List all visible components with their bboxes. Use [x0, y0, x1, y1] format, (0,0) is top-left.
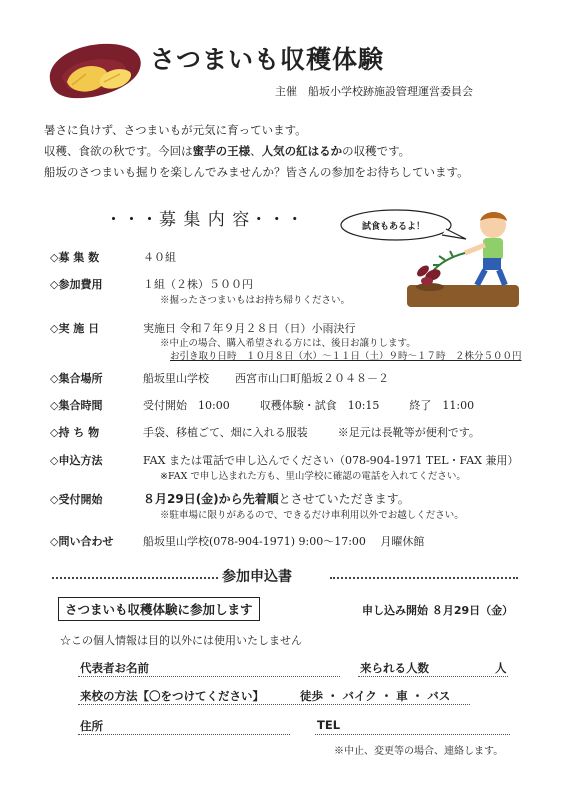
sweet-potato-illustration	[42, 30, 147, 109]
items-text: 手袋、移植ごて、畑に入れる服装	[143, 426, 308, 439]
place-value-1: 船坂里山学校	[143, 372, 209, 385]
people-field[interactable]	[358, 676, 508, 677]
items-value	[143, 424, 480, 440]
start-value	[143, 490, 410, 507]
items-label: ◇持 ち 物	[50, 426, 100, 439]
apply-value: FAX または電話で申し込んでください（078-904-1971 TEL・FAX 兼用）	[143, 454, 519, 467]
intro-highlight-2: 人気の紅はるか	[261, 144, 343, 158]
people-label: 来られる人数	[360, 661, 429, 675]
intro-text	[44, 120, 469, 183]
method-label: 来校の方法【〇をつけてください】	[80, 689, 264, 703]
capacity-value: ４０組	[143, 251, 176, 264]
bubble-text: 試食もあるよ！	[362, 222, 426, 232]
tel-label: TEL	[317, 718, 341, 732]
organizer: 主催 船坂小学校跡施設管理運営委員会	[275, 85, 473, 98]
place-label: ◇集合場所	[50, 372, 103, 385]
time-value	[143, 397, 474, 413]
intro-sep: 、	[250, 144, 262, 158]
start-value-rest: とさせていただきます。	[278, 492, 410, 506]
fee-label: ◇参加費用	[50, 278, 103, 291]
time-label: ◇集合時間	[50, 399, 103, 412]
capacity-label: ◇募 集 数	[50, 251, 100, 264]
date-note-2: お引き取り日時 １０月８日（水）～１１日（土）９時～１７時 ２株分５００円	[170, 351, 522, 362]
form-divider-right	[330, 577, 518, 579]
method-underline	[78, 704, 470, 705]
form-title: 参加申込書	[222, 569, 292, 585]
form-start-date: 申し込み開始 ８月29日（金）	[362, 604, 514, 617]
people-unit: 人	[495, 661, 507, 675]
privacy-notice: ☆この個人情報は目的以外には使用いたしません	[60, 634, 302, 647]
date-value: 実施日 令和７年９月２８日（日）小雨決行	[143, 322, 356, 335]
contact-value: 船坂里山学校(078-904-1971) 9:00～17:00 月曜休館	[143, 535, 425, 548]
apply-note: ※FAX で申し込まれた方も、里山学校に確認の電話を入れてください。	[160, 471, 466, 482]
place-value	[143, 370, 389, 386]
date-note-1: ※中止の場合、購入希望される方には、後日お譲りします。	[160, 338, 416, 349]
contact-label: ◇問い合わせ	[50, 535, 114, 548]
address-label: 住所	[80, 719, 103, 733]
start-value-bold: ８月29日(金)から先着順	[143, 492, 279, 506]
intro-line-2-pre: 収穫、食欲の秋です。今回は	[44, 144, 193, 158]
method-options[interactable]: 徒歩 ・ バイク ・ 車 ・ バス	[300, 689, 451, 703]
page-title: さつまいも収穫体験	[150, 45, 385, 74]
tel-field[interactable]	[315, 734, 510, 735]
date-label: ◇実 施 日	[50, 322, 100, 335]
time-harvest: 収穫体験・試食 10:15	[259, 399, 380, 412]
participation-box: さつまいも収穫体験に参加します	[58, 597, 260, 621]
place-value-2: 西宮市山口町船坂２０４８－２	[235, 372, 389, 385]
intro-line-1: 暑さに負けず、さつまいもが元気に育っています。	[44, 123, 307, 137]
start-note: ※駐車場に限りがあるので、できるだけ車利用以外でお越しください。	[160, 510, 464, 521]
time-reception: 受付開始 10:00	[143, 399, 230, 412]
intro-highlight-1: 蜜芋の王様	[192, 144, 251, 158]
child-harvesting-illustration	[405, 205, 525, 314]
fee-value: １組（２株）５００円	[143, 278, 253, 291]
start-label: ◇受付開始	[50, 493, 103, 506]
recruit-heading: ・・・募 集 内 容・・・	[105, 210, 305, 230]
intro-line-2	[44, 141, 469, 162]
footnote: ※中止、変更等の場合、連絡します。	[334, 746, 504, 757]
items-note: ※足元は長靴等が便利です。	[337, 426, 480, 439]
intro-line-3: 船坂のさつまいも掘りを楽しんでみませんか？皆さんの参加をお待ちしています。	[44, 165, 469, 179]
apply-label: ◇申込方法	[50, 454, 103, 467]
intro-line-2-post: の収穫です。	[342, 144, 411, 158]
address-field[interactable]	[78, 734, 290, 735]
rep-name-label: 代表者お名前	[80, 661, 149, 675]
rep-name-field[interactable]	[78, 676, 340, 677]
form-divider-left	[52, 577, 218, 579]
fee-note: ※掘ったさつまいもはお持ち帰りください。	[160, 295, 351, 306]
time-end: 終了 11:00	[409, 399, 475, 412]
